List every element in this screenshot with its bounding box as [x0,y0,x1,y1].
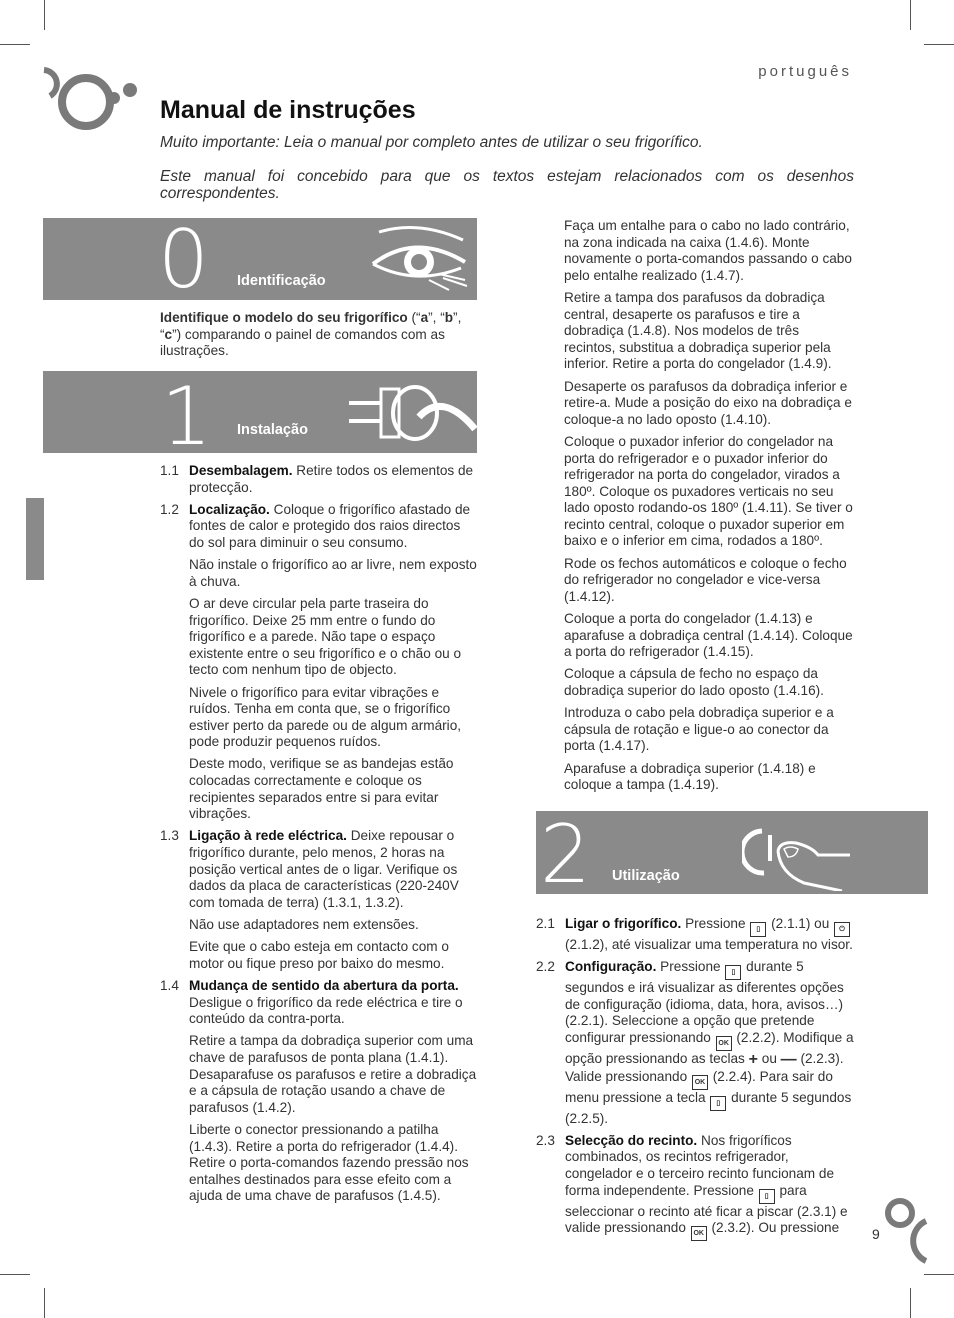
ok-key-icon: OK [692,1075,708,1090]
power-key-icon: ⏻ [834,922,850,937]
list-item: 1.3 Ligação à rede eléctrica. Deixe repousar o frigorífico durante, pelo menos, 2 horas na posição vertical antes de o ligar. Verifique os dados da placa de características (220-240V com tomada de terra) (1.3.1, 1.3.2). [160,828,459,910]
side-tab-marker [26,498,44,580]
ok-key-icon: OK [691,1226,707,1241]
finger-press-icon [742,821,854,891]
section-label: Identificação [237,273,326,289]
list-item: 1.2 Localização. Coloque o frigorífico afastado de fontes de calor e protegido dos raios directos do sol para diminuir o seu consumo. [160,501,471,550]
paragraph: Retire a tampa da dobradiça superior com uma chave de parafusos de ponta plana (1.4.1). Desaparafuse os parafusos e retire a dobradiça e a cápsula de rotação usando a chave de parafusos (1.4.2). [189,1033,477,1115]
installation-text [160,463,478,1210]
identify-paragraph: Identifique o modelo do seu frigorífico (“a”, “b”, “c”) comparando o painel de comandos com as ilustrações. [160,310,462,359]
plug-icon [347,381,477,445]
paragraph: O ar deve circular pela parte traseira do frigorífico. Deixe 25 mm entre o fundo do frigorífico e a parede. Não tape o espaço existente entre o seu frigorífico e o chão ou o tecto com nenhum tipo de objecto. [189,595,462,678]
list-item: 2.3 Selecção do recinto. Nos frigoríficos combinados, os recintos refrigerador, congelador e o terceiro recinto funcionam de forma independente. Pressione ▯ para seleccionar o recinto até ficar a piscar (2.3.1) e valide pressionando OK (2.3.2). Ou pressione [536,1133,854,1241]
paragraph: Coloque a porta do congelador (1.4.13) e aparafuse a dobradiça central (1.4.14). Coloque a porta do refrigerador (1.4.15). [564,611,853,660]
paragraph: Rode os fechos automáticos e coloque o fecho do refrigerador no congelador e vice-versa (1.4.12). [564,555,847,604]
paragraph: Introduza o cabo pela dobradiça superior e a cápsula de rotação e ligue-o ao conector da porta (1.4.17). [564,705,834,754]
paragraph: Aparafuse a dobradiça superior (1.4.18) e coloque a tampa (1.4.19). [564,760,816,793]
eye-icon [369,224,473,294]
section-2-header [536,811,928,894]
brand-logo-icon [880,1195,930,1265]
crop-mark [44,0,45,30]
paragraph: Liberte o conector pressionando a patilha (1.4.3). Retire a porta do refrigerador (1.4.4). Retire o porta-comandos fazendo pressão nos entalhes destinados para esse efeito com a ajuda de uma chave de parafusos (1.4.5). [189,1121,469,1204]
right-column-text [564,218,854,799]
crop-mark [924,1274,954,1275]
usage-text [536,916,854,1247]
section-number: 0 [158,218,209,300]
menu-key-icon: ▯ [710,1096,726,1111]
ok-key-icon: OK [716,1036,732,1051]
plus-key-icon: + [748,1050,758,1068]
paragraph: Desaperte os parafusos da dobradiça inferior e retire-a. Mude a posição do eixo na dobradiça e coloque-a no lado oposto (1.4.10). [564,378,852,427]
section-number: 1 [161,371,212,453]
paragraph: Coloque o puxador inferior do congelador na porta do refrigerador e o puxador inferior do refrigerador na porta do congelador, virados a 180º. Coloque os puxadores verticais no seu lado oposto rodando-os 180º (1.4.11). Se tiver o recinto central, coloque o puxador superior em baixo e o inferior em cima, rodados a 180º. [564,433,853,549]
crop-mark [44,1288,45,1318]
paragraph: Nivele o frigorífico para evitar vibrações e ruídos. Tenha em conta que, se o frigorífico estiver perto da parede ou de algum armário, pode produzir pequenos ruídos. [189,684,462,750]
intro-text: Este manual foi concebido para que os textos estejam relacionados com os desenhos correspondentes. [160,168,854,202]
paragraph: Não instale o frigorífico ao ar livre, nem exposto à chuva. [189,557,477,589]
page-title: Manual de instruções [160,96,416,124]
subtitle: Muito importante: Leia o manual por completo antes de utilizar o seu frigorífico. [160,134,703,151]
minus-key-icon: — [780,1050,797,1068]
paragraph: Retire a tampa dos parafusos da dobradiça central, desaperte os parafusos e tire a dobradiça (1.4.8). Nos modelos de três recintos, substitua a dobradiça superior pela inferior. Retire a porta do congelador (1.4.9). [564,289,832,372]
list-item: 2.1 Ligar o frigorífico. Pressione ▯ (2.1.1) ou ⏻ (2.1.2), até visualizar uma temperatura no visor. [536,916,853,952]
section-label: Utilização [612,868,680,884]
list-item: 1.1 Desembalagem. Retire todos os elementos de protecção. [160,463,474,495]
menu-key-icon: ▯ [750,922,766,937]
crop-mark [0,44,30,45]
section-number: 2 [540,811,591,894]
list-item: 2.2 Configuração. Pressione ▯ durante 5 segundos e irá visualizar as diferentes opções de configuração (idioma, data, hora, avisos…) (2.2.1). Seleccione a opção que pretende configurar pressionando OK (2.2.2). Modifique a opção pressionando as teclas + ou — (2.2.3). Valide pressionando OK (2.2.4). Para sair do menu pressione a tecla ▯ durante 5 segundos (2.2.5). [536,959,854,1126]
section-0-header [43,218,477,300]
menu-key-icon: ▯ [759,1189,775,1204]
language-label: português [758,63,852,80]
paragraph: Evite que o cabo esteja em contacto com o motor ou fique preso por baixo do mesmo. [189,939,449,971]
section-label: Instalação [237,422,308,438]
list-item: 1.4 Mudança de sentido da abertura da porta. Desligue o frigorífico da rede eléctrica e tire o conteúdo da contra-porta. [160,977,463,1027]
crop-mark [924,44,954,45]
paragraph: Coloque a cápsula de fecho no espaço da dobradiça superior do lado oposto (1.4.16). [564,666,824,698]
crop-mark [0,1274,30,1275]
page-number: 9 [872,1226,880,1242]
brand-logo-icon [42,66,138,136]
crop-mark [910,0,911,30]
paragraph: Faça um entalhe para o cabo no lado contrário, na zona indicada na caixa (1.4.6). Monte novamente o porta-comandos passando o cabo pelo entalhe realizado (1.4.7). [564,218,852,283]
paragraph: Deste modo, verifique se as bandejas estão colocadas correctamente e coloque os recipientes separados entre si para evitar vibrações. [189,756,454,822]
menu-key-icon: ▯ [725,965,741,980]
paragraph: Não use adaptadores nem extensões. [189,917,419,932]
crop-mark [910,1288,911,1318]
section-1-header [43,371,477,453]
